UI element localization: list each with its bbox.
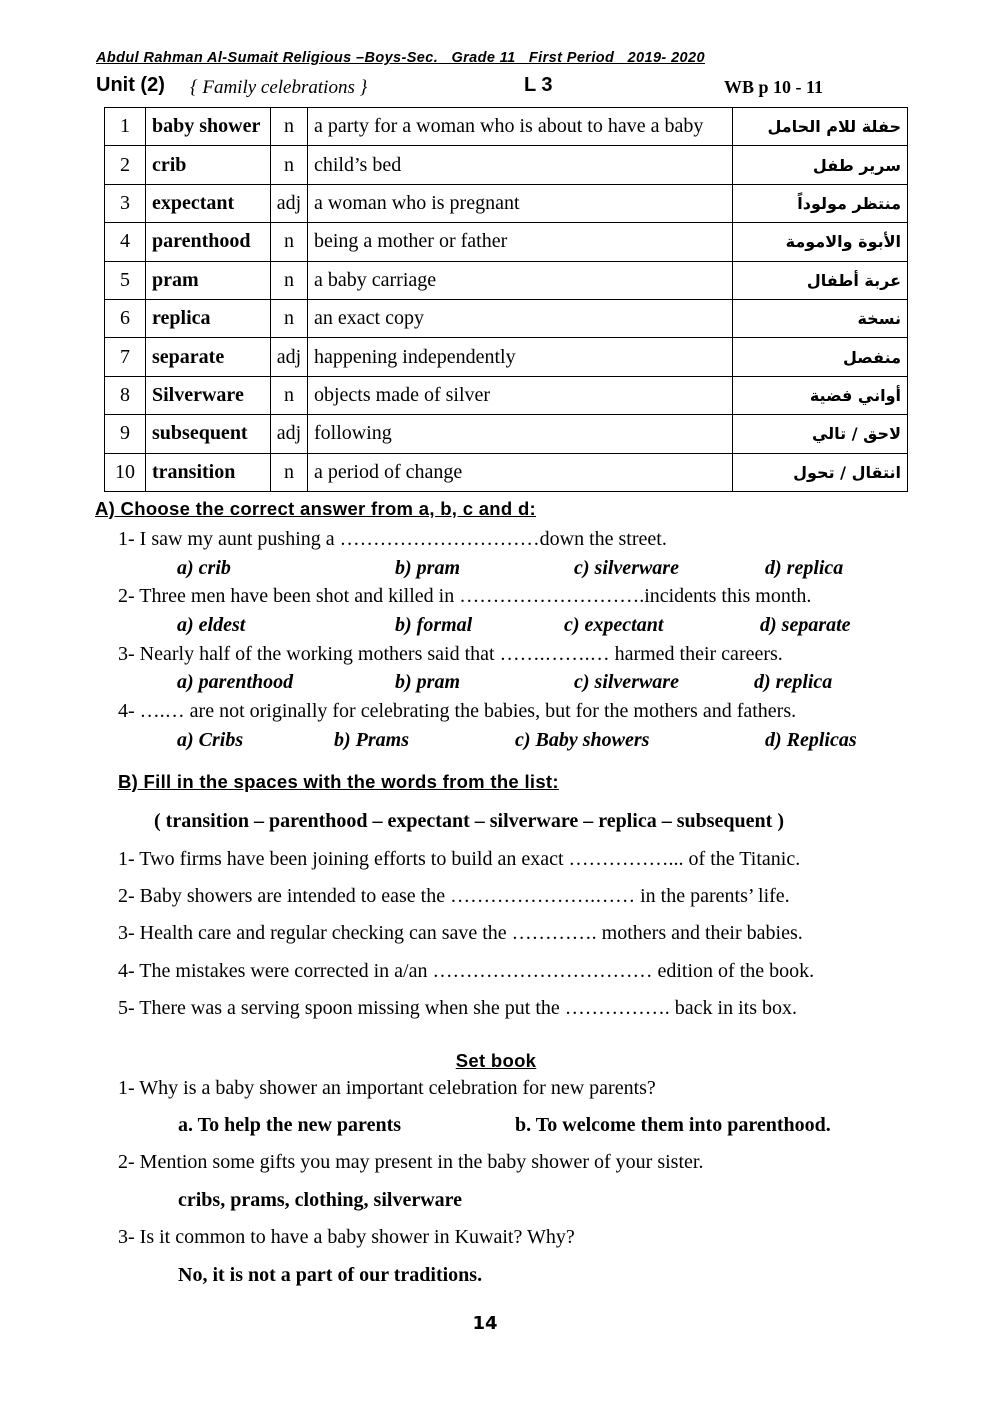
part-of-speech: adj — [271, 338, 308, 376]
lesson-number: L 3 — [524, 74, 553, 96]
option-a: a) parenthood — [177, 671, 294, 693]
option-c: c) Baby showers — [515, 729, 650, 751]
arabic-translation: عربة أطفال — [733, 261, 908, 299]
set-book-question-2: 2- Mention some gifts you may present in the baby shower of your sister. — [118, 1151, 704, 1173]
vocab-word: separate — [146, 338, 271, 376]
table-row — [105, 376, 908, 414]
table-row — [105, 184, 908, 222]
set-book-answer-3: No, it is not a part of our traditions. — [178, 1264, 483, 1286]
option-d: d) replica — [754, 671, 833, 693]
table-row — [105, 299, 908, 337]
question-a2: 2- Three men have been shot and killed in ……………………….incidents this month. — [118, 585, 812, 607]
fill-sentence-1: 1- Two firms have been joining efforts to build an exact ……………... of the Titanic. — [118, 848, 801, 870]
option-b: b) pram — [395, 671, 460, 693]
definition: following — [308, 415, 733, 453]
vocab-word: subsequent — [146, 415, 271, 453]
option-a: a) eldest — [177, 614, 246, 636]
question-a1-options — [0, 557, 992, 583]
fill-sentence-4: 4- The mistakes were corrected in a/an …………………………… edition of the book. — [118, 960, 815, 982]
vocab-word: parenthood — [146, 223, 271, 261]
set-book-answer-1a: a. To help the new parents — [178, 1114, 402, 1136]
question-a2-options — [0, 614, 992, 640]
definition: happening independently — [308, 338, 733, 376]
definition: a party for a woman who is about to have a baby — [308, 108, 733, 146]
part-of-speech: n — [271, 261, 308, 299]
option-d: d) replica — [765, 557, 844, 579]
table-row — [105, 146, 908, 184]
definition: a baby carriage — [308, 261, 733, 299]
option-b: b) formal — [395, 614, 473, 636]
table-row — [105, 453, 908, 491]
vocab-word: Silverware — [146, 376, 271, 414]
option-b: b) pram — [395, 557, 460, 579]
option-c: c) silverware — [574, 557, 679, 579]
definition: a woman who is pregnant — [308, 184, 733, 222]
part-of-speech: adj — [271, 184, 308, 222]
part-of-speech: n — [271, 223, 308, 261]
arabic-translation: أواني فضية — [733, 376, 908, 414]
option-d: d) Replicas — [765, 729, 857, 751]
school-header: Abdul Rahman Al-Sumait Religious –Boys-Sec. Grade 11 First Period 2019- 2020 — [96, 50, 705, 66]
row-number: 1 — [105, 108, 146, 146]
arabic-translation: لاحق / تالي — [733, 415, 908, 453]
section-a-heading: A) Choose the correct answer from a, b, c and d: — [95, 498, 537, 519]
question-a4: 4- ….… are not originally for celebrating the babies, but for the mothers and fathers. — [118, 700, 797, 722]
row-number: 10 — [105, 453, 146, 491]
row-number: 2 — [105, 146, 146, 184]
part-of-speech: adj — [271, 415, 308, 453]
option-c: c) expectant — [564, 614, 664, 636]
unit-label: Unit (2) — [96, 74, 165, 96]
row-number: 5 — [105, 261, 146, 299]
question-a4-options — [0, 729, 992, 755]
vocabulary-table — [104, 107, 908, 492]
arabic-translation: حفلة للام الحامل — [733, 108, 908, 146]
definition: an exact copy — [308, 299, 733, 337]
option-c: c) silverware — [574, 671, 679, 693]
vocab-word: pram — [146, 261, 271, 299]
definition: a period of change — [308, 453, 733, 491]
option-d: d) separate — [760, 614, 851, 636]
row-number: 7 — [105, 338, 146, 376]
part-of-speech: n — [271, 299, 308, 337]
workbook-reference: WB p 10 - 11 — [724, 77, 824, 97]
fill-sentence-3: 3- Health care and regular checking can save the …………. mothers and their babies. — [118, 922, 803, 944]
table-row — [105, 415, 908, 453]
vocab-word: expectant — [146, 184, 271, 222]
definition: being a mother or father — [308, 223, 733, 261]
vocab-word: crib — [146, 146, 271, 184]
vocab-word: transition — [146, 453, 271, 491]
word-list: ( transition – parenthood – expectant – silverware – replica – subsequent ) — [154, 810, 784, 832]
section-b-heading: B) Fill in the spaces with the words from the list: — [118, 771, 559, 792]
question-a3: 3- Nearly half of the working mothers said that …….…….… harmed their careers. — [118, 643, 783, 665]
part-of-speech: n — [271, 376, 308, 414]
set-book-heading: Set book — [455, 1050, 537, 1071]
unit-title: { Family celebrations } — [190, 77, 368, 98]
option-a: a) Cribs — [177, 729, 244, 751]
option-b: b) Prams — [334, 729, 409, 751]
arabic-translation: الأبوة والامومة — [733, 223, 908, 261]
row-number: 9 — [105, 415, 146, 453]
row-number: 6 — [105, 299, 146, 337]
question-a3-options — [0, 671, 992, 697]
row-number: 4 — [105, 223, 146, 261]
arabic-translation: منتظر مولوداً — [733, 184, 908, 222]
vocab-word: baby shower — [146, 108, 271, 146]
table-row — [105, 261, 908, 299]
table-row — [105, 223, 908, 261]
vocab-word: replica — [146, 299, 271, 337]
page-number: 14 — [472, 1313, 498, 1334]
set-book-answer-1b: b. To welcome them into parenthood. — [515, 1114, 831, 1136]
arabic-translation: انتقال / تحول — [733, 453, 908, 491]
row-number: 8 — [105, 376, 146, 414]
arabic-translation: منفصل — [733, 338, 908, 376]
question-a1: 1- I saw my aunt pushing a …………………………down the street. — [118, 528, 667, 550]
table-row — [105, 108, 908, 146]
definition: child’s bed — [308, 146, 733, 184]
set-book-answer-2: cribs, prams, clothing, silverware — [178, 1189, 463, 1211]
definition: objects made of silver — [308, 376, 733, 414]
set-book-question-1: 1- Why is a baby shower an important celebration for new parents? — [118, 1077, 656, 1099]
set-book-question-3: 3- Is it common to have a baby shower in Kuwait? Why? — [118, 1226, 575, 1248]
part-of-speech: n — [271, 108, 308, 146]
arabic-translation: سرير طفل — [733, 146, 908, 184]
fill-sentence-5: 5- There was a serving spoon missing when she put the ……………. back in its box. — [118, 997, 797, 1019]
part-of-speech: n — [271, 146, 308, 184]
row-number: 3 — [105, 184, 146, 222]
part-of-speech: n — [271, 453, 308, 491]
table-row — [105, 338, 908, 376]
fill-sentence-2: 2- Baby showers are intended to ease the ………………….…… in the parents’ life. — [118, 885, 790, 907]
arabic-translation: نسخة — [733, 299, 908, 337]
unit-line — [96, 74, 916, 102]
option-a: a) crib — [177, 557, 231, 579]
